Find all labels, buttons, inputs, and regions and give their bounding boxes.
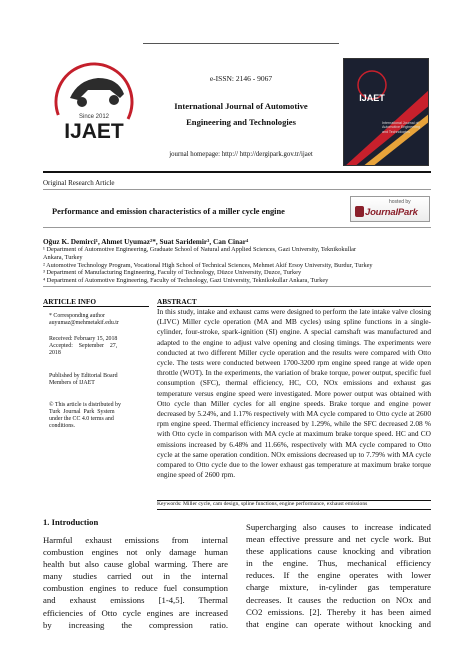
intro-left-column xyxy=(43,534,228,631)
text-line: combustion engines not only damage human xyxy=(43,547,228,558)
affiliation-3: ³ Department of Manufacturing Engineering, Faculty of Technology, Düzce University, Duzce, Turkey xyxy=(43,269,302,276)
badge-journalpark: JournalPark xyxy=(365,207,418,218)
affiliation-4: ⁴ Department of Automotive Engineering, Faculty of Technology, Gazi University, Teknikokullar Ankara, Turkey xyxy=(43,276,329,284)
abstract-text: In this study, intake and exhaust cams were designed to perform the late intake valve closing (LIVC) Miller cycle operation (MA and MB cycles) using spline functions in a single-cylinder, four-stroke, spark-ignition (SI) engine. A special camshaft was manufactured and adapted to the engine to adjust valve opening and closing timings. The experiments were conducted at two different Miller cycle operation and the results were compared with Otto cycle. The tests were conducted between 1700-3200 rpm engine speed range at wide open throttle (WOT). In the experiments, the variation of brake torque, power output, specific fuel consumption (SFC), thermal efficiency, HC, CO, NOx emissions and exhaust gas temperature versus engine speed were investigated. More power output was obtained with Otto cycle than Miller cycles for all engine speeds. Brake torque and engine power decreased by 5.24%, and 1.17% respectively with MA cycle compared to Otto cycle at 2600 rpm engine speed. Thermal efficiency increased by 1.29%, while the SFC decreased 2.08 % with Otto cycle in comparison with MA cycle at maximum brake torque speed. HC and CO emissions increased by 6.48% and 11.66%, respectively with MA cycle compared to Otto cycle at the same operation condition. NOx emissions decreased up to 7.79% with MA cycle compared to Otto cycle due to the lower exhaust gas temperature at maximum brake torque engine speed of 2600 rpm. xyxy=(157,307,431,480)
badge-hosted-by: hosted by xyxy=(389,199,411,205)
intro-right-column xyxy=(246,521,431,630)
cover-subtitle: International Journal of Automotive Engineering and Technologies xyxy=(382,121,421,134)
accepted-date: Accepted: September 27, xyxy=(49,343,118,349)
divider xyxy=(43,286,431,287)
text-line: that engine can operate without knocking and xyxy=(246,618,431,629)
text-line: efficiencies of Otto cycle engines are increased xyxy=(43,607,228,618)
logo-text: IJAET xyxy=(64,120,124,143)
published-by: Published by Editorial Board xyxy=(49,373,118,379)
text-line: Harmful exhaust emissions from internal xyxy=(43,535,228,545)
journal-title xyxy=(143,98,339,130)
header-top-rule xyxy=(143,43,339,44)
received-date: Received: February 15, 2018 xyxy=(49,336,118,342)
text-line: CO2 emissions. [2]. Thereby it has been aimed xyxy=(246,606,431,617)
journal-title-line-1: International Journal of Automotive xyxy=(174,101,308,111)
section-heading-introduction: 1. Introduction xyxy=(43,517,99,527)
affiliation-1-cont: Ankara, Turkey xyxy=(43,253,83,261)
text-line: many studies carried out in the internal xyxy=(43,571,228,582)
text-line: these applications cause knocking and vibration xyxy=(246,546,431,557)
abstract-heading: ABSTRACT xyxy=(157,297,197,306)
text-line: in the engine. Thus, mechanical efficiency xyxy=(246,558,431,569)
cover-logo-text: IJAET xyxy=(359,93,385,103)
text-line: reduces. If the engine operates with lower xyxy=(246,570,431,581)
article-info-rule xyxy=(43,306,149,307)
published-members: Members of IJAET xyxy=(49,380,95,386)
journalpark-icon xyxy=(355,206,364,217)
ijaet-logo xyxy=(48,58,140,150)
text-line: charge mixture, in-cylinder gas temperature xyxy=(246,582,431,593)
text-line: combustion engines to reduce fuel consumption xyxy=(43,583,228,594)
corresponding-label: * Corresponding author xyxy=(49,313,105,319)
license-line: conditions. xyxy=(49,423,76,429)
accepted-year: 2018 xyxy=(49,350,61,356)
journal-cover xyxy=(343,58,429,166)
text-line: Supercharging also causes to increase indicated xyxy=(246,522,431,532)
article-info-heading: ARTICLE INFO xyxy=(43,297,97,306)
keywords: Keywords: Miller cycle, cam design, spline functions, engine performance, exhaust emissions xyxy=(157,501,368,507)
text-line: by increasing the compression ratio. xyxy=(43,619,228,630)
journalpark-badge[interactable] xyxy=(350,196,430,222)
corresponding-email[interactable]: auyumaz@mehmetakif.edu.tr xyxy=(49,320,119,326)
affiliation-1: ¹ Department of Automotive Engineering, Graduate School of Natural and Applied Sciences, Gazi University, Teknikokullar xyxy=(43,246,357,253)
license-line: © This article is distributed by xyxy=(49,402,121,408)
article-type: Original Research Article xyxy=(43,179,115,187)
license-line: under the CC 4.0 terms and xyxy=(49,416,114,422)
text-line: and exhaust emissions [1-4,5]. Thermal xyxy=(43,595,228,606)
publisher-note xyxy=(49,373,149,387)
author-list: Oğuz K. Demirci¹, Ahmet Uyumaz²*, Suat Saridemir³, Can Cinar⁴ xyxy=(43,237,249,246)
divider xyxy=(43,227,431,228)
keywords-rule-bottom xyxy=(157,509,431,510)
license-note xyxy=(49,402,149,430)
license-line: Turk Journal Park System xyxy=(49,409,115,415)
cover-art xyxy=(344,59,429,166)
article-dates xyxy=(49,336,149,357)
journal-homepage[interactable]: journal homepage: http:// http://dergipark.gov.tr/ijaet xyxy=(169,151,313,158)
header-rule xyxy=(43,171,431,173)
text-line: mean effective pressure and net cycle work. But xyxy=(246,534,431,545)
text-line: decreases. It causes the reduction on NOx and xyxy=(246,594,431,605)
logo-since: Since 2012 xyxy=(78,114,110,120)
text-line: health but also cause global warming. There are xyxy=(43,559,228,570)
paper-title: Performance and emission characteristics of a miller cycle engine xyxy=(52,207,285,216)
journal-title-line-2: Engineering and Technologies xyxy=(186,117,296,127)
corresponding-author xyxy=(49,313,149,327)
issn: e-ISSN: 2146 - 9067 xyxy=(209,74,273,83)
divider xyxy=(43,189,431,190)
affiliation-2: ² Automotive Technology Program, Vocational High School of Technical Sciences, Mehmet Akif Ersoy University, Burdur, Turkey xyxy=(43,261,373,269)
